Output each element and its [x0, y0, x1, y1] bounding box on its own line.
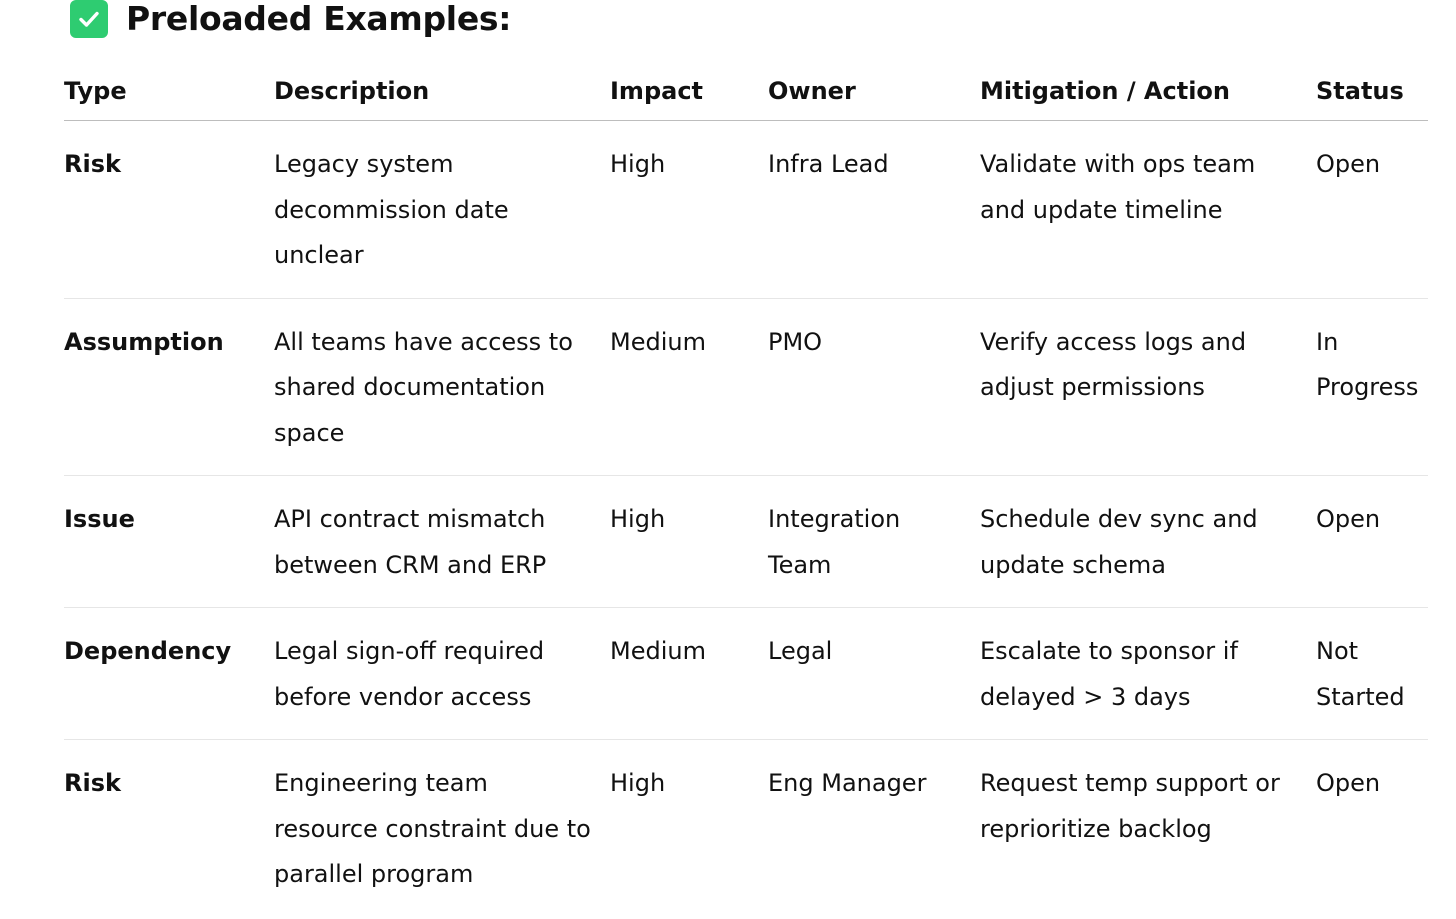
cell-status: In Progress — [1316, 298, 1428, 476]
cell-mitigation: Request temp support or reprioritize backlog — [980, 769, 1280, 843]
table-row — [64, 476, 1428, 608]
raid-table — [64, 64, 1428, 917]
cell-owner: Eng Manager — [768, 769, 927, 797]
cell-status: Open — [1316, 769, 1381, 797]
cell-mitigation: Validate with ops team and update timeline — [980, 121, 1316, 299]
table-row — [64, 608, 1428, 740]
cell-mitigation: Schedule dev sync and update schema — [980, 476, 1316, 608]
cell-owner: Infra Lead — [768, 121, 980, 299]
header-description: Description — [274, 64, 610, 121]
table-row — [64, 121, 1428, 299]
header-owner: Owner — [768, 64, 980, 121]
cell-type: Risk — [64, 121, 274, 299]
cell-owner: PMO — [768, 298, 980, 476]
header-status: Status — [1316, 64, 1428, 121]
cell-owner: Integration Team — [768, 476, 980, 608]
cell-description: Legal sign-off required before vendor access — [274, 608, 610, 740]
cell-description: Engineering team resource constraint due to parallel program — [274, 769, 591, 888]
cell-impact: Medium — [610, 298, 768, 476]
cell-status: Open — [1316, 476, 1428, 608]
header-type: Type — [64, 64, 274, 121]
cell-description: API contract mismatch between CRM and ERP — [274, 476, 610, 608]
cell-status: Open — [1316, 121, 1428, 299]
cell-impact: High — [610, 121, 768, 299]
header-mitigation: Mitigation / Action — [980, 64, 1316, 121]
header-impact: Impact — [610, 64, 768, 121]
cell-mitigation: Verify access logs and adjust permissions — [980, 298, 1316, 476]
cell-type: Risk — [64, 769, 121, 797]
section-heading — [70, 0, 511, 40]
table-row — [64, 298, 1428, 476]
cell-owner: Legal — [768, 608, 980, 740]
cell-type: Assumption — [64, 298, 274, 476]
cell-impact: High — [610, 769, 666, 797]
cell-type: Issue — [64, 476, 274, 608]
cell-impact: Medium — [610, 608, 768, 740]
table-row — [64, 740, 1428, 917]
cell-mitigation: Escalate to sponsor if delayed > 3 days — [980, 608, 1316, 740]
cell-impact: High — [610, 476, 768, 608]
cell-status: Not Started — [1316, 608, 1428, 740]
check-box-icon — [70, 0, 108, 38]
cell-description: All teams have access to shared documentation space — [274, 298, 610, 476]
section-title: Preloaded Examples: — [126, 0, 512, 38]
cell-type: Dependency — [64, 608, 274, 740]
table-header-row — [64, 64, 1428, 121]
cell-description: Legacy system decommission date unclear — [274, 121, 610, 299]
